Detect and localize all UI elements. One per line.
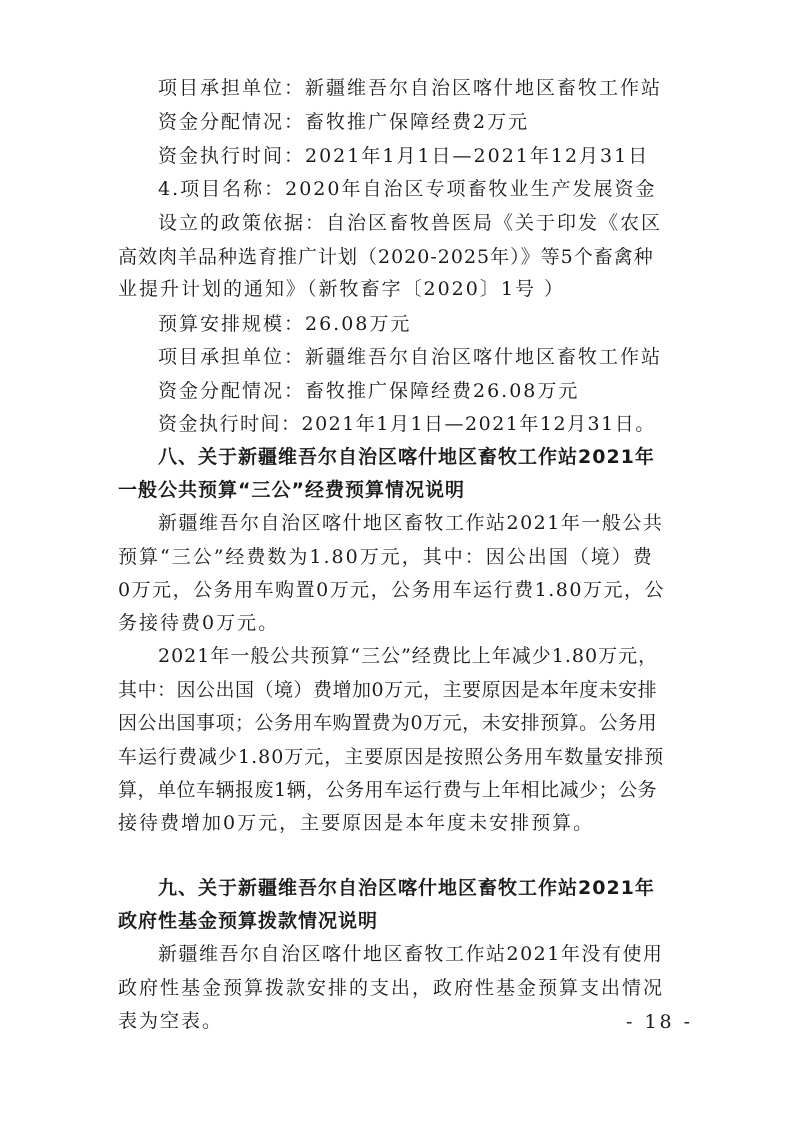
text-line: 新疆维吾尔自治区喀什地区畜牧工作站2021年一般公共 — [158, 512, 664, 534]
text-line: 0万元，公务用车购置0万元，公务用车运行费1.80万元，公 — [118, 579, 665, 601]
text-line: 资金执行时间：2021年1月1日—2021年12月31日。 — [158, 413, 656, 435]
text-line: 务接待费0万元。 — [118, 612, 280, 634]
section-heading: 一般公共预算“三公”经费预算情况说明 — [118, 479, 465, 501]
text-line: 其中：因公出国（境）费增加0万元，主要原因是本年度未安排 — [118, 679, 658, 701]
text-line: 2021年一般公共预算“三公”经费比上年减少1.80万元， — [158, 645, 659, 667]
text-line: 资金分配情况：畜牧推广保障经费26.08万元 — [158, 380, 580, 402]
text-line: 项目承担单位：新疆维吾尔自治区喀什地区畜牧工作站 — [158, 346, 663, 368]
text-line: 表为空表。 — [118, 1010, 224, 1032]
text-line: 车运行费减少1.80万元，主要原因是按照公务用车数量安排预 — [118, 746, 665, 768]
section-heading: 九、关于新疆维吾尔自治区喀什地区畜牧工作站2021年 — [158, 877, 655, 899]
page-number: - 18 - — [626, 1011, 694, 1033]
text-line: 因公出国事项；公务用车购置费为0万元，未安排预算。公务用 — [118, 712, 658, 734]
text-line: 政府性基金预算拨款安排的支出，政府性基金预算支出情况 — [118, 977, 665, 999]
text-line: 新疆维吾尔自治区喀什地区畜牧工作站2021年没有使用 — [158, 943, 664, 965]
text-line: 资金执行时间：2021年1月1日—2021年12月31日 — [158, 145, 650, 167]
text-line: 预算安排规模：26.08万元 — [158, 313, 412, 335]
section-heading: 政府性基金预算拨款情况说明 — [118, 910, 379, 932]
text-line: 4.项目名称：2020年自治区专项畜牧业生产发展资金 — [158, 178, 657, 200]
text-line: 预算“三公”经费数为1.80万元，其中：因公出国（境）费 — [118, 546, 654, 568]
text-line: 业提升计划的通知》（新牧畜字〔2020〕1号 ） — [118, 278, 565, 300]
text-line: 设立的政策依据：自治区畜牧兽医局《关于印发《农区 — [158, 212, 663, 234]
text-line: 资金分配情况：畜牧推广保障经费2万元 — [158, 111, 530, 133]
text-line: 项目承担单位：新疆维吾尔自治区喀什地区畜牧工作站 — [158, 77, 663, 99]
text-line: 算，单位车辆报废1辆，公务用车运行费与上年相比减少；公务 — [118, 779, 658, 801]
section-heading: 八、关于新疆维吾尔自治区喀什地区畜牧工作站2021年 — [158, 446, 655, 468]
text-line: 接待费增加0万元，主要原因是本年度未安排预算。 — [118, 812, 595, 834]
text-line: 高效肉羊品种选育推广计划（2020-2025年）》等5个畜禽种 — [118, 246, 654, 268]
